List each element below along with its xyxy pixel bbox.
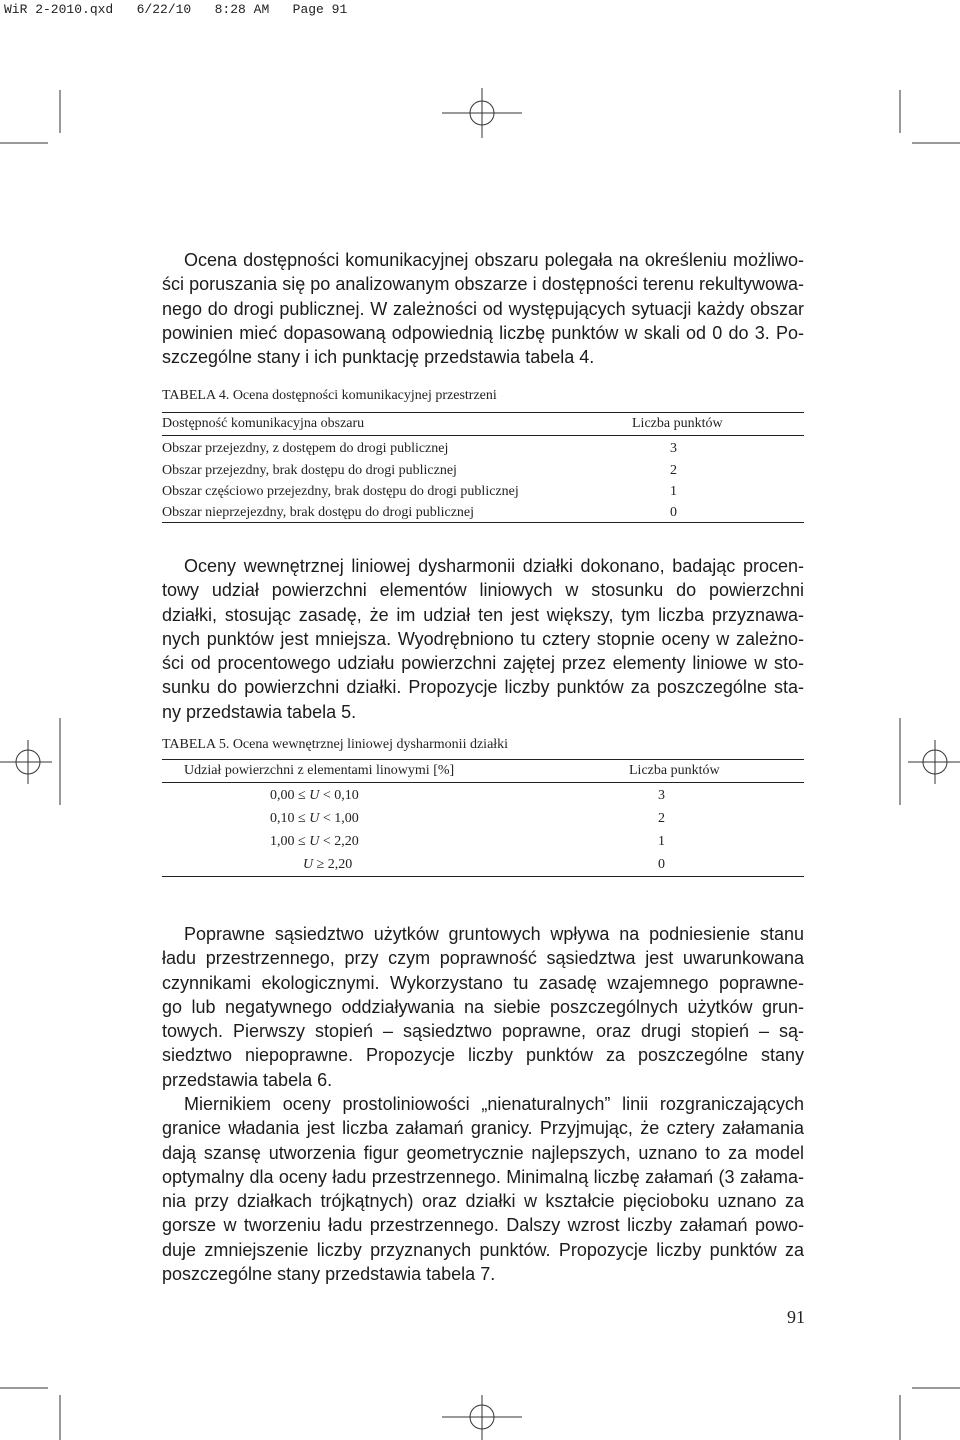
range-variable: U <box>303 857 314 872</box>
text-line: nego do drogi publicznej. W zależności od występujących sytuacji każdy obszar <box>162 298 804 319</box>
range-suffix: < 1,00 <box>319 811 359 826</box>
text-line: towych. Pierwszy stopień – sąsiedztwo poprawne, oraz drugi stopień – są- <box>162 1021 804 1042</box>
table4-row-label: Obszar częściowo przejezdny, brak dostępu do drogi publicznej <box>162 484 519 499</box>
table4-row-points: 1 <box>670 484 677 499</box>
table5-row-range <box>270 834 359 850</box>
table5-row-range <box>303 857 352 873</box>
table5-row-points: 0 <box>658 857 665 872</box>
table5-caption: TABELA 5. Ocena wewnętrznej liniowej dysharmonii działki <box>162 737 509 752</box>
text-line: szczególne stany i ich punktację przedstawia tabela 4. <box>162 347 595 368</box>
table-rule <box>162 782 804 783</box>
table4-caption: TABELA 4. Ocena dostępności komunikacyjnej przestrzeni <box>162 388 497 403</box>
table4-row-points: 0 <box>670 505 677 520</box>
text-line: działki, stosując zasadę, że im udział ten jest większy, tym liczba przyznawa- <box>162 604 804 625</box>
table4-row-label: Obszar przejezdny, z dostępem do drogi publicznej <box>162 441 449 456</box>
text-line: Ocena dostępności komunikacyjnej obszaru polegała na określeniu możliwo- <box>184 250 804 270</box>
print-slug: WiR 2-2010.qxd 6/22/10 8:28 AM Page 91 <box>4 2 348 17</box>
table4-header-access: Dostępność komunikacyjna obszaru <box>162 416 365 431</box>
table4-row-points: 3 <box>670 441 677 456</box>
text-line: ści poruszania się po analizowanym obszarze i dostępności terenu rekultywowa- <box>162 274 804 295</box>
table4-header-points: Liczba punktów <box>632 416 723 431</box>
text-line: towy udział powierzchni elementów liniowych w stosunku do powierzchni <box>162 580 804 601</box>
range-variable: U <box>309 834 320 849</box>
range-variable: U <box>309 811 320 826</box>
text-line: poszczególne stany przedstawia tabela 7. <box>162 1264 496 1285</box>
table5-header-points: Liczba punktów <box>629 763 720 778</box>
range-suffix: < 0,10 <box>319 788 359 803</box>
table5-row-range <box>270 811 359 827</box>
range-prefix: 0,00 ≤ <box>270 788 310 803</box>
table4-row-label: Obszar przejezdny, brak dostępu do drogi publicznej <box>162 463 457 478</box>
table-rule <box>162 759 804 760</box>
text-line: powinien mieć dopasowaną odpowiednią liczbę punktów w skali od 0 do 3. Po- <box>162 322 804 343</box>
paragraph-linear-disharmony <box>162 554 804 724</box>
text-line: nych punktów jest mniejsza. Wyodrębniono tu cztery stopnie oceny w zależno- <box>162 628 804 649</box>
text-line: nia przy działkach trójkątnych) oraz działki w kształcie pięcioboku uznano za <box>162 1191 804 1212</box>
table5-row-points: 1 <box>658 834 665 849</box>
paragraph-neighbourhood <box>162 922 804 1092</box>
text-line: granice władania jest liczba załamań granicy. Przyjmując, że cztery załamania <box>162 1118 804 1139</box>
text-line: optymalny dla oceny ładu przestrzennego. Minimalną liczbę załamań (3 załama- <box>162 1166 804 1187</box>
text-line: siedztwo niepoprawne. Propozycje liczby punktów za poszczególne stany <box>162 1045 804 1066</box>
text-line: go lub negatywnego oddziaływania na siebie poszczególnych użytków grun- <box>162 996 804 1017</box>
range-prefix: 0,10 ≤ <box>270 811 310 826</box>
table4-row-label: Obszar nieprzejezdny, brak dostępu do drogi publicznej <box>162 505 475 520</box>
text-line: ści od procentowego udziału powierzchni zajętej przez elementy liniowe w sto- <box>162 653 804 674</box>
table-rule <box>162 876 804 877</box>
table5 <box>162 759 804 877</box>
table-rule <box>162 435 804 436</box>
table5-row-points: 3 <box>658 788 665 803</box>
text-line: sunku do powierzchni działki. Propozycje liczby punktów za poszczególne sta- <box>162 677 804 698</box>
table4-row-points: 2 <box>670 463 677 478</box>
table5-row-points: 2 <box>658 811 665 826</box>
range-prefix: 1,00 ≤ <box>270 834 310 849</box>
table-rule <box>162 522 804 523</box>
text-line: przedstawia tabela 6. <box>162 1069 333 1090</box>
text-line: Oceny wewnętrznej liniowej dysharmonii działki dokonano, badając procen- <box>184 556 804 576</box>
table5-row-range <box>270 788 359 804</box>
range-variable: U <box>309 788 320 803</box>
paragraph-boundary-breaks <box>162 1092 804 1286</box>
text-line: duje zmniejszenie liczby przyznanych punktów. Propozycje liczby punktów za <box>162 1239 804 1260</box>
text-line: Poprawne sąsiedztwo użytków gruntowych wpływa na podniesienie stanu <box>184 924 804 944</box>
range-suffix: < 2,20 <box>319 834 359 849</box>
text-line: Miernikiem oceny prostoliniowości „nienaturalnych” linii rozgraniczających <box>184 1094 804 1114</box>
text-line: czynnikami ekologicznymi. Wykorzystano tu zasadę wzajemnego poprawne- <box>162 972 804 993</box>
text-line: dają szansę utworzenia figur geometrycznie najlepszych, uznano to za model <box>162 1142 804 1163</box>
text-line: ładu przestrzennego, przy czym poprawność sąsiedztwa jest uwarunkowana <box>162 948 804 969</box>
text-line: ny przedstawia tabela 5. <box>162 701 357 722</box>
paragraph-access-assessment <box>162 248 804 369</box>
text-line: gorsze w tworzeniu ładu przestrzennego. Dalszy wzrost liczby załamań powo- <box>162 1215 804 1236</box>
range-suffix: ≥ 2,20 <box>313 857 353 872</box>
table5-header-share: Udział powierzchni z elementami linowymi [%] <box>184 763 455 778</box>
table-rule <box>162 412 804 413</box>
page-number: 91 <box>787 1307 805 1327</box>
table4 <box>162 412 804 522</box>
